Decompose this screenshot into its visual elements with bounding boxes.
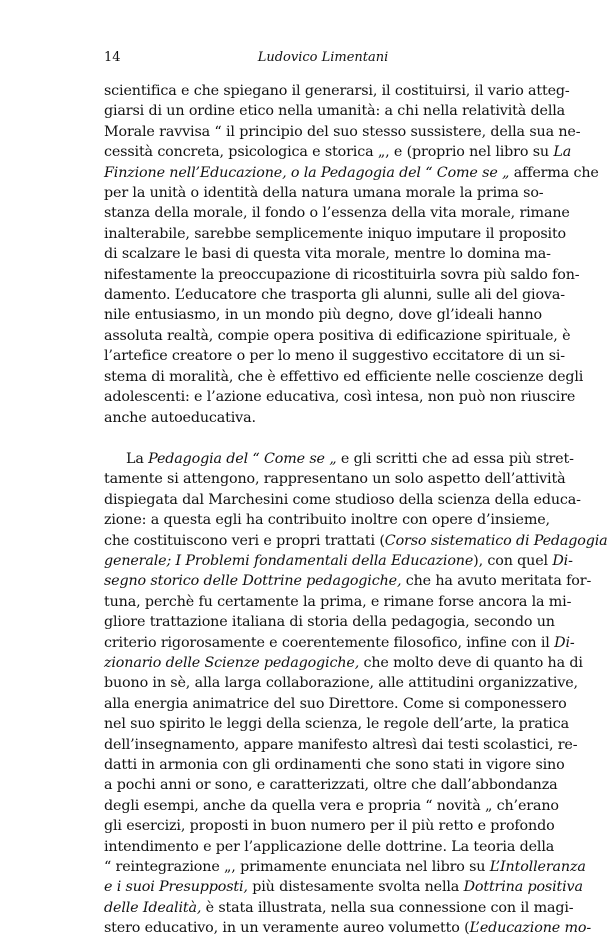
text-segment: che costituiscono veri e propri trattati (: [104, 532, 385, 549]
paragraph-2: [104, 449, 608, 939]
italic-text: L’educazione mo-: [469, 920, 591, 937]
text-line: [104, 857, 586, 877]
text-line: [104, 571, 592, 591]
text-segment: datti in armonia con gli ordinamenti che sono stati in vigore sino: [104, 757, 565, 773]
italic-text: L’Intolleranza: [489, 859, 586, 876]
text-line: [104, 490, 581, 510]
text-segment: criterio rigorosamente e coerentemente filosofico, infine con il: [104, 634, 555, 651]
text-segment: gli esercizi, proposti in buon numero per il più retto e profondo: [104, 818, 555, 835]
text-segment: “ reintegrazione „, primamente enunciata nel libro su: [104, 859, 490, 876]
italic-text: Di-: [552, 552, 573, 569]
text-line: [104, 918, 591, 938]
text-line: [104, 305, 542, 325]
text-segment: intendimento e per l’applicazione delle dottrine. La teoria della: [104, 838, 555, 855]
text-segment: stema di moralità, che è effettivo ed efficiente nelle coscienze degli: [104, 368, 584, 385]
text-segment: buono in sè, alla larga collaborazione, alle attitudini organizzative,: [104, 675, 578, 692]
text-line: [104, 224, 567, 244]
text-segment: Morale ravvisa “ il principio del suo stesso sussistere, della sua ne-: [104, 123, 581, 140]
italic-text: Di-: [554, 634, 575, 651]
text-segment: che molto deve di quanto ha di: [359, 654, 583, 671]
text-line: [104, 326, 571, 346]
text-segment: inalterabile, sarebbe semplicemente iniquo imputare il proposito: [104, 225, 567, 242]
text-segment: di scalzare le basi di questa vita morale, mentre lo domina ma-: [104, 246, 551, 263]
text-segment: a pochi anni or sono, e caratterizzati, oltre che dall’abbondanza: [104, 777, 558, 794]
text-segment: degli esempi, anche da quella vera e propria “ novità „ ch’erano: [104, 797, 559, 814]
text-line: [104, 346, 565, 366]
text-segment: e gli scritti che ad essa più stret-: [336, 450, 574, 467]
text-segment: gliore trattazione italiana di storia della pedagogia, secondo un: [104, 614, 555, 631]
text-segment: afferma che: [509, 164, 599, 181]
text-segment: tuna, perchè fu certamente la prima, e rimane forse ancora la mi-: [104, 593, 572, 610]
running-head: Ludovico Limentani: [257, 50, 389, 65]
text-segment: anche autoeducativa.: [104, 409, 256, 426]
italic-text: e i suoi Presupposti,: [104, 879, 248, 896]
text-segment: nifestamente la preoccupazione di ricostituirla sovra più saldo fon-: [104, 266, 580, 283]
text-line: [104, 673, 578, 693]
italic-text: La: [553, 144, 572, 161]
text-line: [104, 142, 572, 162]
text-line: [104, 837, 555, 857]
text-segment: l’artefice creatore o per lo meno il suggestivo eccitatore di un si-: [104, 348, 565, 365]
text-segment: adolescenti: e l’azione educativa, così intesa, non può non riuscire: [104, 389, 576, 406]
text-line: [104, 592, 572, 612]
body-text: [104, 81, 608, 939]
page-number: 14: [104, 50, 121, 65]
text-line: [104, 183, 542, 203]
text-segment: che ha avuto meritata for-: [401, 573, 592, 590]
text-segment: alla energia animatrice del suo Direttore. Come si componessero: [104, 695, 567, 712]
italic-text: Corso sistematico di Pedagogia: [384, 532, 608, 549]
paragraph-gap: [104, 428, 542, 449]
text-segment: assoluta realtà, compie opera positiva di edificazione spirituale, è: [104, 327, 571, 344]
text-line: [104, 81, 570, 101]
text-line: [104, 816, 555, 836]
italic-text: Pedagogia del “ Come se „: [148, 450, 337, 467]
text-line: [104, 877, 583, 897]
text-segment: dell’insegnamento, appare manifesto altresì dai testi scolastici, re-: [104, 736, 578, 753]
italic-text: Finzione nell’Educazione, o la Pedagogia del “ Come se „: [104, 164, 510, 181]
text-line: [104, 653, 583, 673]
text-segment: più distesamente svolta nella: [247, 879, 464, 896]
text-line: [104, 122, 581, 142]
italic-text: delle Idealità,: [104, 899, 202, 916]
text-segment: ), con quel: [473, 552, 553, 569]
text-segment: scientifica e che spiegano il generarsi, il costituirsi, il vario atteg-: [104, 83, 570, 99]
text-line: [104, 531, 608, 551]
text-line: [104, 551, 573, 571]
text-segment: zione: a questa egli ha contribuito inoltre con opere d’insieme,: [104, 512, 550, 529]
text-line: [104, 163, 599, 183]
text-segment: stanza della morale, il fondo o l’essenza della vita morale, rimane: [104, 205, 570, 222]
text-line: [104, 285, 565, 305]
text-line: [104, 755, 565, 775]
text-line: [104, 367, 584, 387]
text-line: [104, 469, 566, 489]
text-line: [104, 714, 569, 734]
text-segment: è stata illustrata, nella sua connessione con il magi-: [201, 899, 574, 916]
text-segment: cessità concreta, psicologica e storica „, e (proprio nel libro su: [104, 144, 554, 161]
text-line: [104, 612, 555, 632]
text-line: [104, 203, 570, 223]
text-segment: dispiegata dal Marchesini come studioso della scienza della educa-: [104, 491, 581, 508]
text-segment: tamente si attengono, rappresentano un solo aspetto dell’attività: [104, 471, 566, 488]
page-header: [104, 50, 542, 68]
text-segment: nel suo spirito le leggi della scienza, le regole dell’arte, la pratica: [104, 716, 569, 733]
text-line: [104, 387, 576, 407]
text-segment: nile entusiasmo, in un mondo più degno, dove gl’ideali hanno: [104, 307, 542, 324]
italic-text: segno storico delle Dottrine pedagogiche,: [104, 573, 402, 590]
text-segment: La: [126, 450, 149, 467]
text-line: [104, 898, 574, 918]
text-line: [104, 735, 578, 755]
text-line: [104, 101, 566, 121]
text-line: [104, 449, 574, 469]
text-line: [104, 510, 550, 530]
text-line: [104, 796, 559, 816]
text-line: [104, 244, 551, 264]
text-line: [104, 265, 580, 285]
italic-text: zionario delle Scienze pedagogiche,: [104, 654, 360, 671]
italic-text: generale; I Problemi fondamentali della Educazione: [104, 552, 474, 569]
text-segment: stero educativo, in un veramente aureo volumetto (: [104, 920, 470, 937]
text-segment: giarsi di un ordine etico nella umanità: a chi nella relatività della: [104, 103, 566, 120]
text-line: [104, 633, 575, 653]
text-segment: per la unità o identità della natura umana morale la prima so-: [104, 185, 544, 202]
text-segment: damento. L’educatore che trasporta gli alunni, sulle ali del giova-: [104, 287, 565, 304]
italic-text: Dottrina positiva: [463, 879, 583, 896]
paragraph-1: [104, 81, 599, 428]
text-line: [104, 775, 558, 795]
text-line: [104, 408, 542, 428]
text-line: [104, 694, 567, 714]
